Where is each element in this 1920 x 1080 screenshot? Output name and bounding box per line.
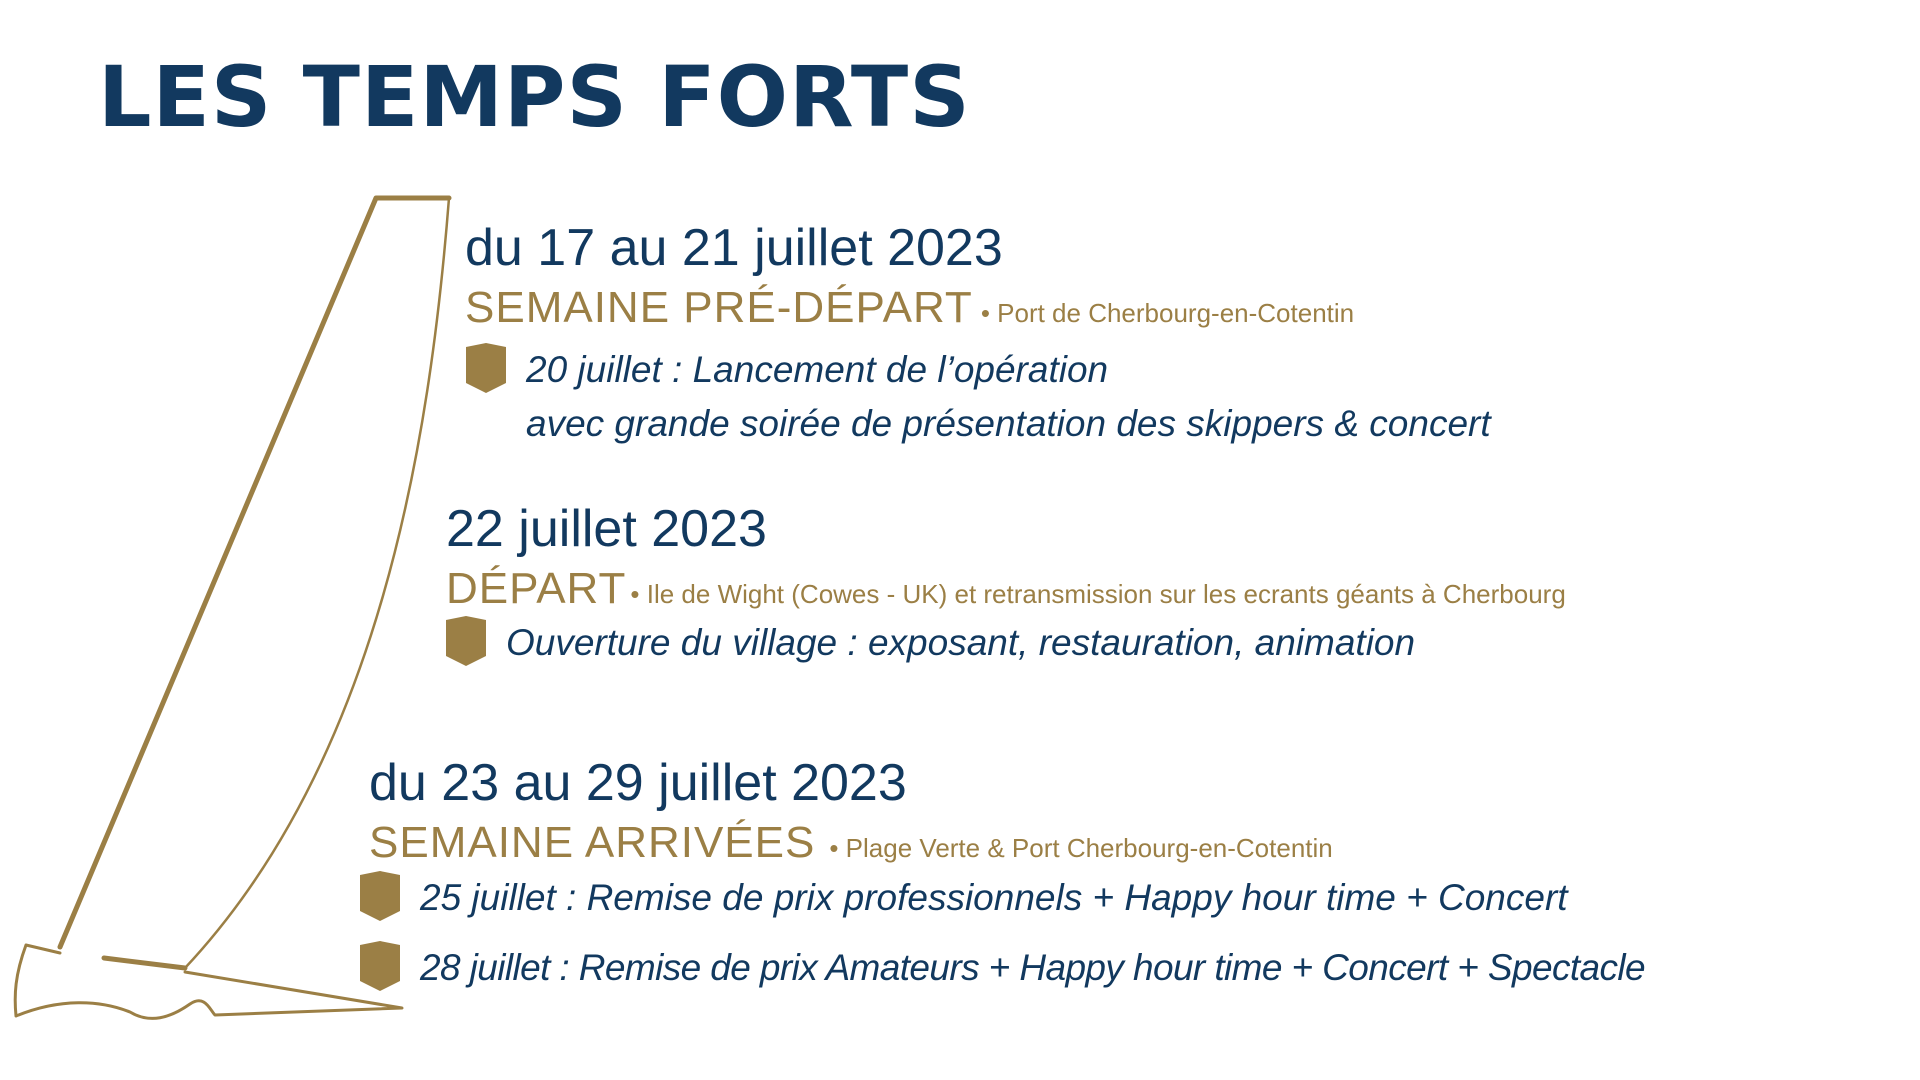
- section-arrivees: [369, 754, 1333, 867]
- section-heading-row: [465, 283, 1355, 332]
- shield-icon: [360, 941, 400, 991]
- section-heading: SEMAINE PRÉ-DÉPART: [465, 283, 973, 332]
- shield-icon: [446, 616, 486, 666]
- event-text-line: 28 juillet : Remise de prix Amateurs + Happy hour time + Concert + Spectacle: [420, 947, 1645, 988]
- event-text: [420, 941, 1645, 995]
- event-item: [360, 871, 1568, 925]
- section-pre-depart: [465, 219, 1355, 332]
- event-text: [420, 871, 1568, 925]
- section-location: • Ile de Wight (Cowes - UK) et retransmission sur les ecrants géants à Cherbourg: [630, 579, 1566, 609]
- event-text-line: 20 juillet : Lancement de l’opération: [526, 349, 1109, 390]
- event-text: [526, 343, 1491, 451]
- section-date: 22 juillet 2023: [446, 500, 767, 558]
- page-title: LES TEMPS FORTS: [98, 48, 971, 146]
- shield-icon: [360, 871, 400, 921]
- event-text-line: 25 juillet : Remise de prix professionnels + Happy hour time + Concert: [420, 877, 1568, 918]
- boat-hull: [15, 945, 402, 1018]
- event-item: [360, 941, 1645, 995]
- event-item: [466, 343, 1491, 451]
- section-heading-row: [446, 564, 1566, 613]
- section-heading-row: [369, 818, 1333, 867]
- event-text-line: avec grande soirée de présentation des skippers & concert: [526, 403, 1491, 444]
- event-text: [506, 616, 1415, 670]
- section-location: • Port de Cherbourg-en-Cotentin: [980, 298, 1355, 328]
- shield-icon: [466, 343, 506, 393]
- section-date: du 17 au 21 juillet 2023: [465, 219, 1003, 277]
- event-item: [446, 616, 1415, 670]
- sail-boom-line: [104, 958, 185, 968]
- section-date: du 23 au 29 juillet 2023: [369, 754, 907, 812]
- section-depart: [446, 500, 1566, 613]
- section-heading: DÉPART: [446, 564, 627, 613]
- section-location: • Plage Verte & Port Cherbourg-en-Cotentin: [829, 833, 1333, 863]
- event-text-line: Ouverture du village : exposant, restauration, animation: [506, 622, 1416, 663]
- section-heading: SEMAINE ARRIVÉES: [369, 818, 816, 867]
